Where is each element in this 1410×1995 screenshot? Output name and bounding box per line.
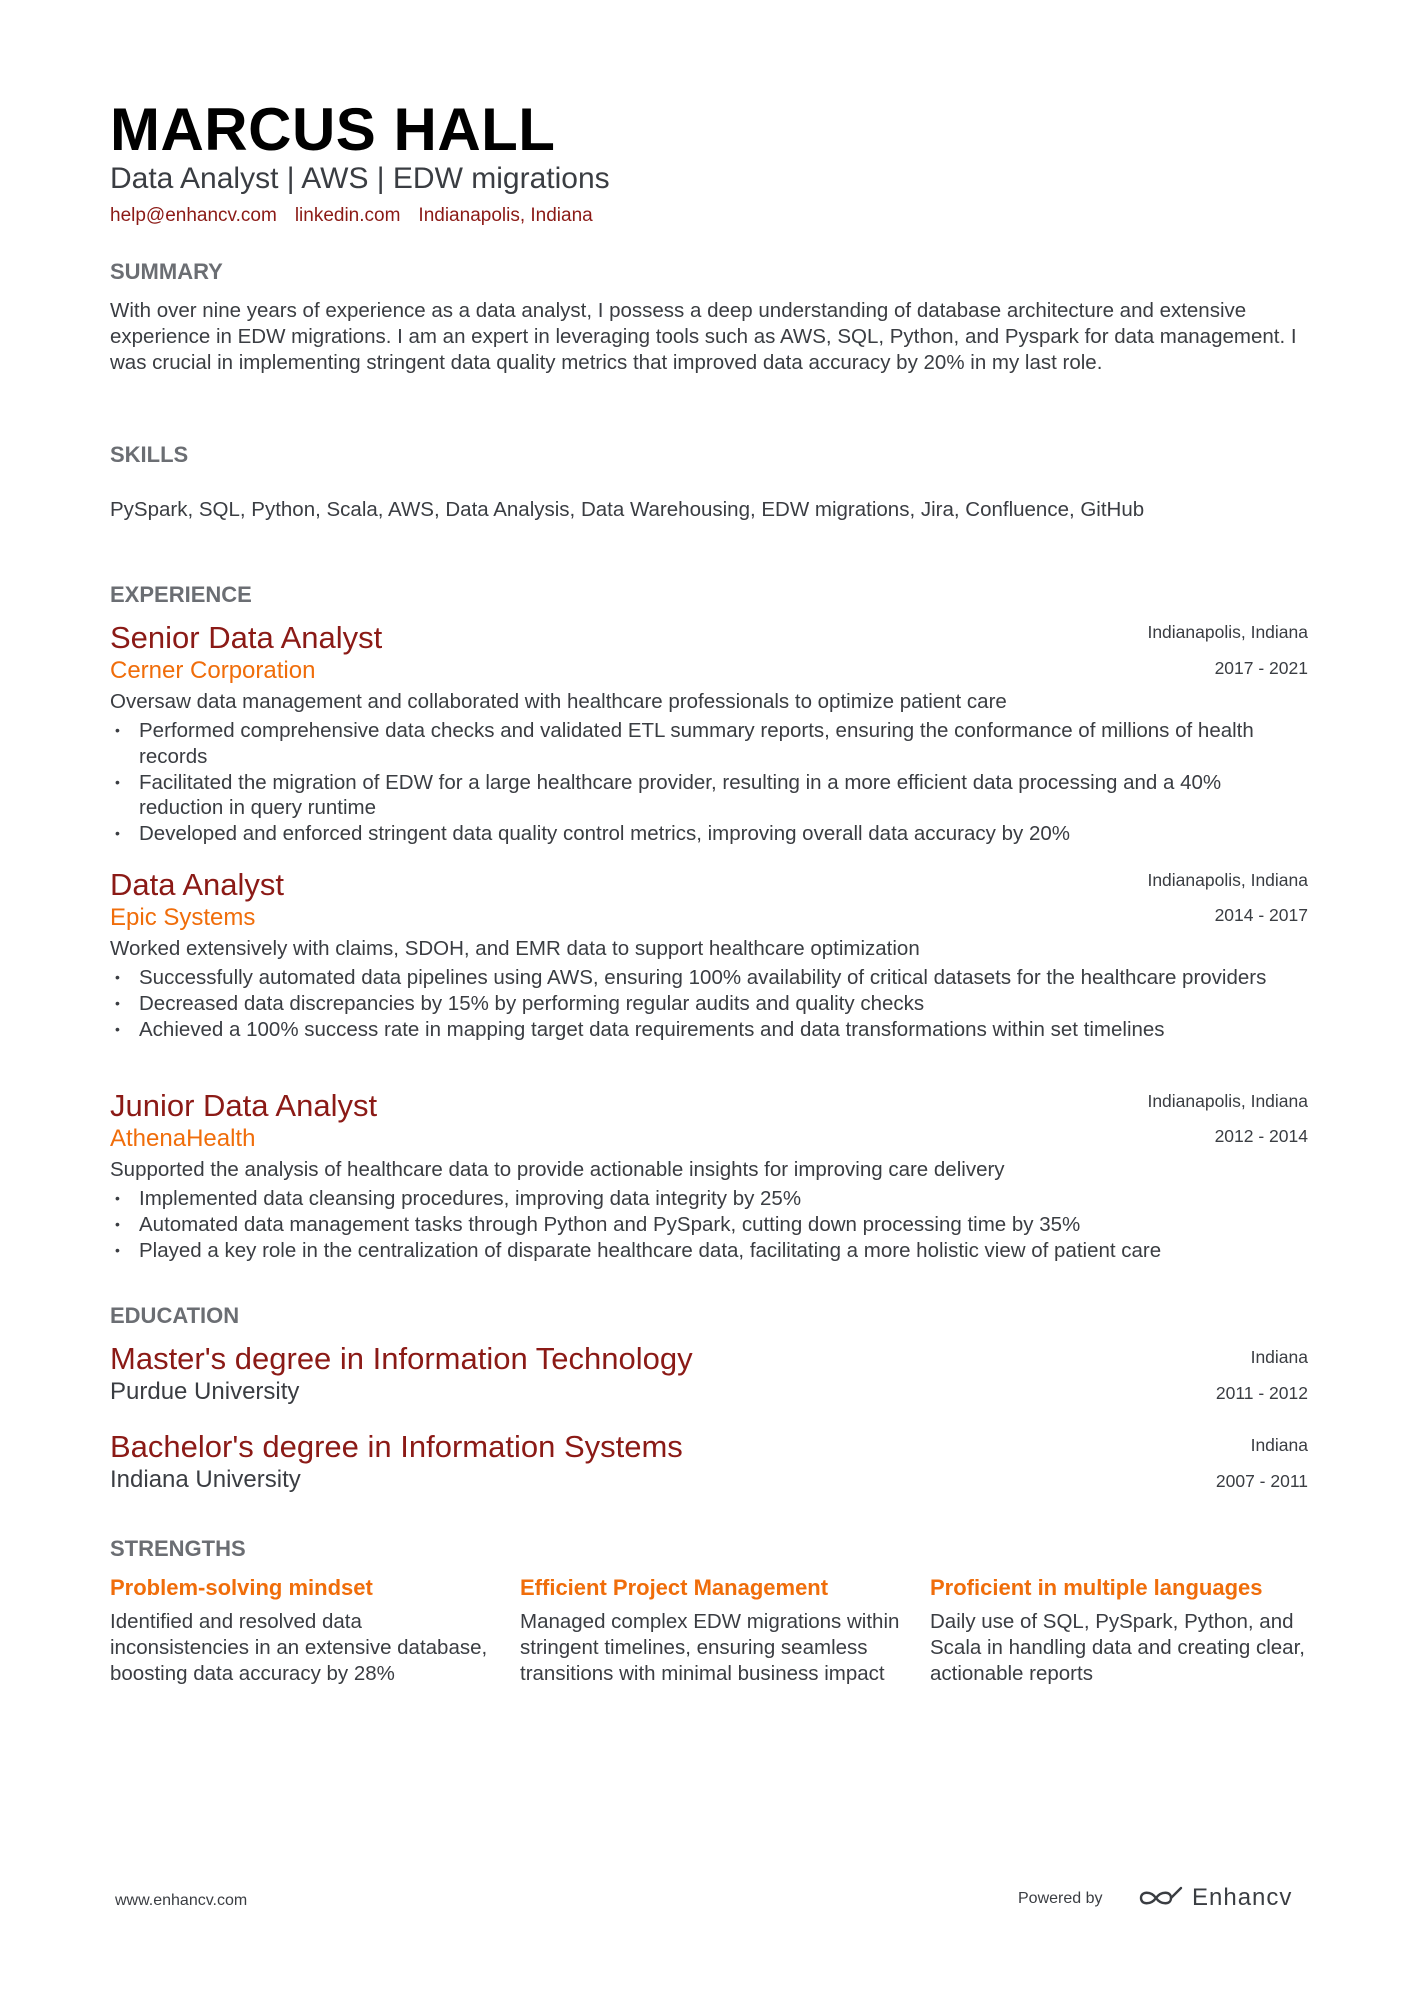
- list-item: [110, 821, 1308, 847]
- job-company: AthenaHealth: [110, 1125, 256, 1152]
- list-item: [110, 1017, 1308, 1043]
- job-bullets: [110, 965, 1308, 1042]
- bullet-text: Implemented data cleansing procedures, improving data integrity by 25%: [139, 1187, 802, 1210]
- enhancv-logo-icon: [1138, 1885, 1184, 1911]
- bullet-dot-icon: •: [115, 994, 120, 1011]
- bullet-text: Automated data management tasks through Python and PySpark, cutting down processing time by 35%: [139, 1212, 1081, 1236]
- powered-by-label: Powered by: [1018, 1890, 1103, 1907]
- job-location: Indianapolis, Indiana: [1147, 622, 1308, 642]
- education-degree: Master's degree in Information Technology: [110, 1341, 693, 1376]
- job-description: Oversaw data management and collaborated with healthcare professionals to optimize patient care: [110, 690, 1007, 713]
- bullet-dot-icon: •: [115, 1241, 120, 1258]
- job-dates: 2012 - 2014: [1214, 1126, 1308, 1146]
- job-location: Indianapolis, Indiana: [1147, 870, 1308, 890]
- bullet-text: Decreased data discrepancies by 15% by performing regular audits and quality checks: [139, 991, 925, 1015]
- list-item: [110, 1186, 1308, 1212]
- education-school: Indiana University: [110, 1466, 301, 1493]
- list-item: [110, 965, 1308, 991]
- strength-title: Proficient in multiple languages: [930, 1575, 1263, 1600]
- job-location: Indianapolis, Indiana: [1147, 1091, 1308, 1111]
- job-dates: 2014 - 2017: [1214, 905, 1308, 925]
- bullet-text: Facilitated the migration of EDW for a large healthcare provider, resulting in a more efficient data processing and a 40% reduction in query runtime: [139, 770, 1222, 820]
- bullet-text: Performed comprehensive data checks and validated ETL summary reports, ensuring the conformance of millions of health records: [139, 719, 1254, 768]
- list-item: [110, 991, 1308, 1017]
- experience-section-title: EXPERIENCE: [110, 582, 252, 607]
- job-bullets: [110, 718, 1308, 847]
- education-location: Indiana: [1250, 1347, 1308, 1367]
- bullet-dot-icon: •: [115, 969, 120, 985]
- brand-logo[interactable]: [1138, 1884, 1292, 1912]
- education-section-title: EDUCATION: [110, 1303, 240, 1328]
- job-dates: 2017 - 2021: [1214, 658, 1308, 678]
- summary-section-title: SUMMARY: [110, 259, 223, 284]
- strength-text: Daily use of SQL, PySpark, Python, and Scala in handling data and creating clear, actionable reports: [930, 1610, 1305, 1685]
- linkedin-link[interactable]: linkedin.com: [294, 205, 401, 226]
- skills-section-title: SKILLS: [110, 442, 189, 467]
- skills-text: PySpark, SQL, Python, Scala, AWS, Data Analysis, Data Warehousing, EDW migrations, Jira, Confluence, GitHub: [110, 498, 1145, 521]
- education-dates: 2007 - 2011: [1215, 1471, 1308, 1491]
- strength-text: Identified and resolved data inconsistencies in an extensive database, boosting data accuracy by 28%: [110, 1610, 488, 1685]
- strengths-section-title: STRENGTHS: [110, 1536, 246, 1561]
- job-company: Cerner Corporation: [110, 657, 316, 684]
- education-school: Purdue University: [110, 1378, 300, 1405]
- bullet-dot-icon: •: [115, 825, 120, 842]
- brand-name: Enhancv: [1192, 1884, 1293, 1911]
- bullet-dot-icon: •: [115, 1215, 120, 1232]
- list-item: [110, 718, 1308, 770]
- summary-text: With over nine years of experience as a data analyst, I possess a deep understanding of database architecture and extensive experience in EDW migrations. I am an expert in leveraging tools such as AWS, SQL, Python, and Pyspark for data management. I was crucial in implementing stringent data quality metrics that improved data accuracy by 20% in my last role.: [110, 299, 1297, 374]
- strength-title: Problem-solving mindset: [110, 1575, 373, 1600]
- job-role: Junior Data Analyst: [110, 1088, 378, 1123]
- footer-url-link[interactable]: www.enhancv.com: [115, 1892, 248, 1909]
- job-company: Epic Systems: [110, 904, 256, 931]
- job-role: Senior Data Analyst: [110, 620, 383, 655]
- job-description: Worked extensively with claims, SDOH, and EMR data to support healthcare optimization: [110, 937, 920, 960]
- location-text: Indianapolis, Indiana: [418, 205, 593, 226]
- bullet-text: Played a key role in the centralization of disparate healthcare data, facilitating a more holistic view of patient care: [139, 1238, 1162, 1262]
- bullet-text: Developed and enforced stringent data quality control metrics, improving overall data accuracy by 20%: [139, 822, 1070, 846]
- education-dates: 2011 - 2012: [1215, 1383, 1308, 1403]
- email-link[interactable]: help@enhancv.com: [110, 205, 277, 226]
- bullet-text: Achieved a 100% success rate in mapping target data requirements and data transformations within set timelines: [139, 1017, 1165, 1041]
- strength-text: Managed complex EDW migrations within stringent timelines, ensuring seamless transitions with minimal business impact: [520, 1610, 900, 1685]
- candidate-name: MARCUS HALL: [110, 96, 556, 163]
- job-role: Data Analyst: [110, 867, 285, 902]
- bullet-dot-icon: •: [115, 1190, 120, 1206]
- bullet-text: Successfully automated data pipelines using AWS, ensuring 100% availability of critical datasets for the healthcare providers: [139, 966, 1267, 989]
- bullet-dot-icon: •: [115, 722, 120, 738]
- job-description: Supported the analysis of healthcare data to provide actionable insights for improving care delivery: [110, 1158, 1005, 1181]
- list-item: [110, 770, 1308, 822]
- candidate-headline: Data Analyst | AWS | EDW migrations: [110, 162, 610, 195]
- list-item: [110, 1238, 1308, 1264]
- education-degree: Bachelor's degree in Information Systems: [110, 1429, 683, 1464]
- bullet-dot-icon: •: [115, 773, 120, 790]
- contact-line: [110, 203, 611, 229]
- bullet-dot-icon: •: [115, 1020, 120, 1037]
- education-location: Indiana: [1250, 1435, 1308, 1455]
- list-item: [110, 1212, 1308, 1238]
- job-bullets: [110, 1186, 1308, 1263]
- strength-title: Efficient Project Management: [520, 1575, 829, 1600]
